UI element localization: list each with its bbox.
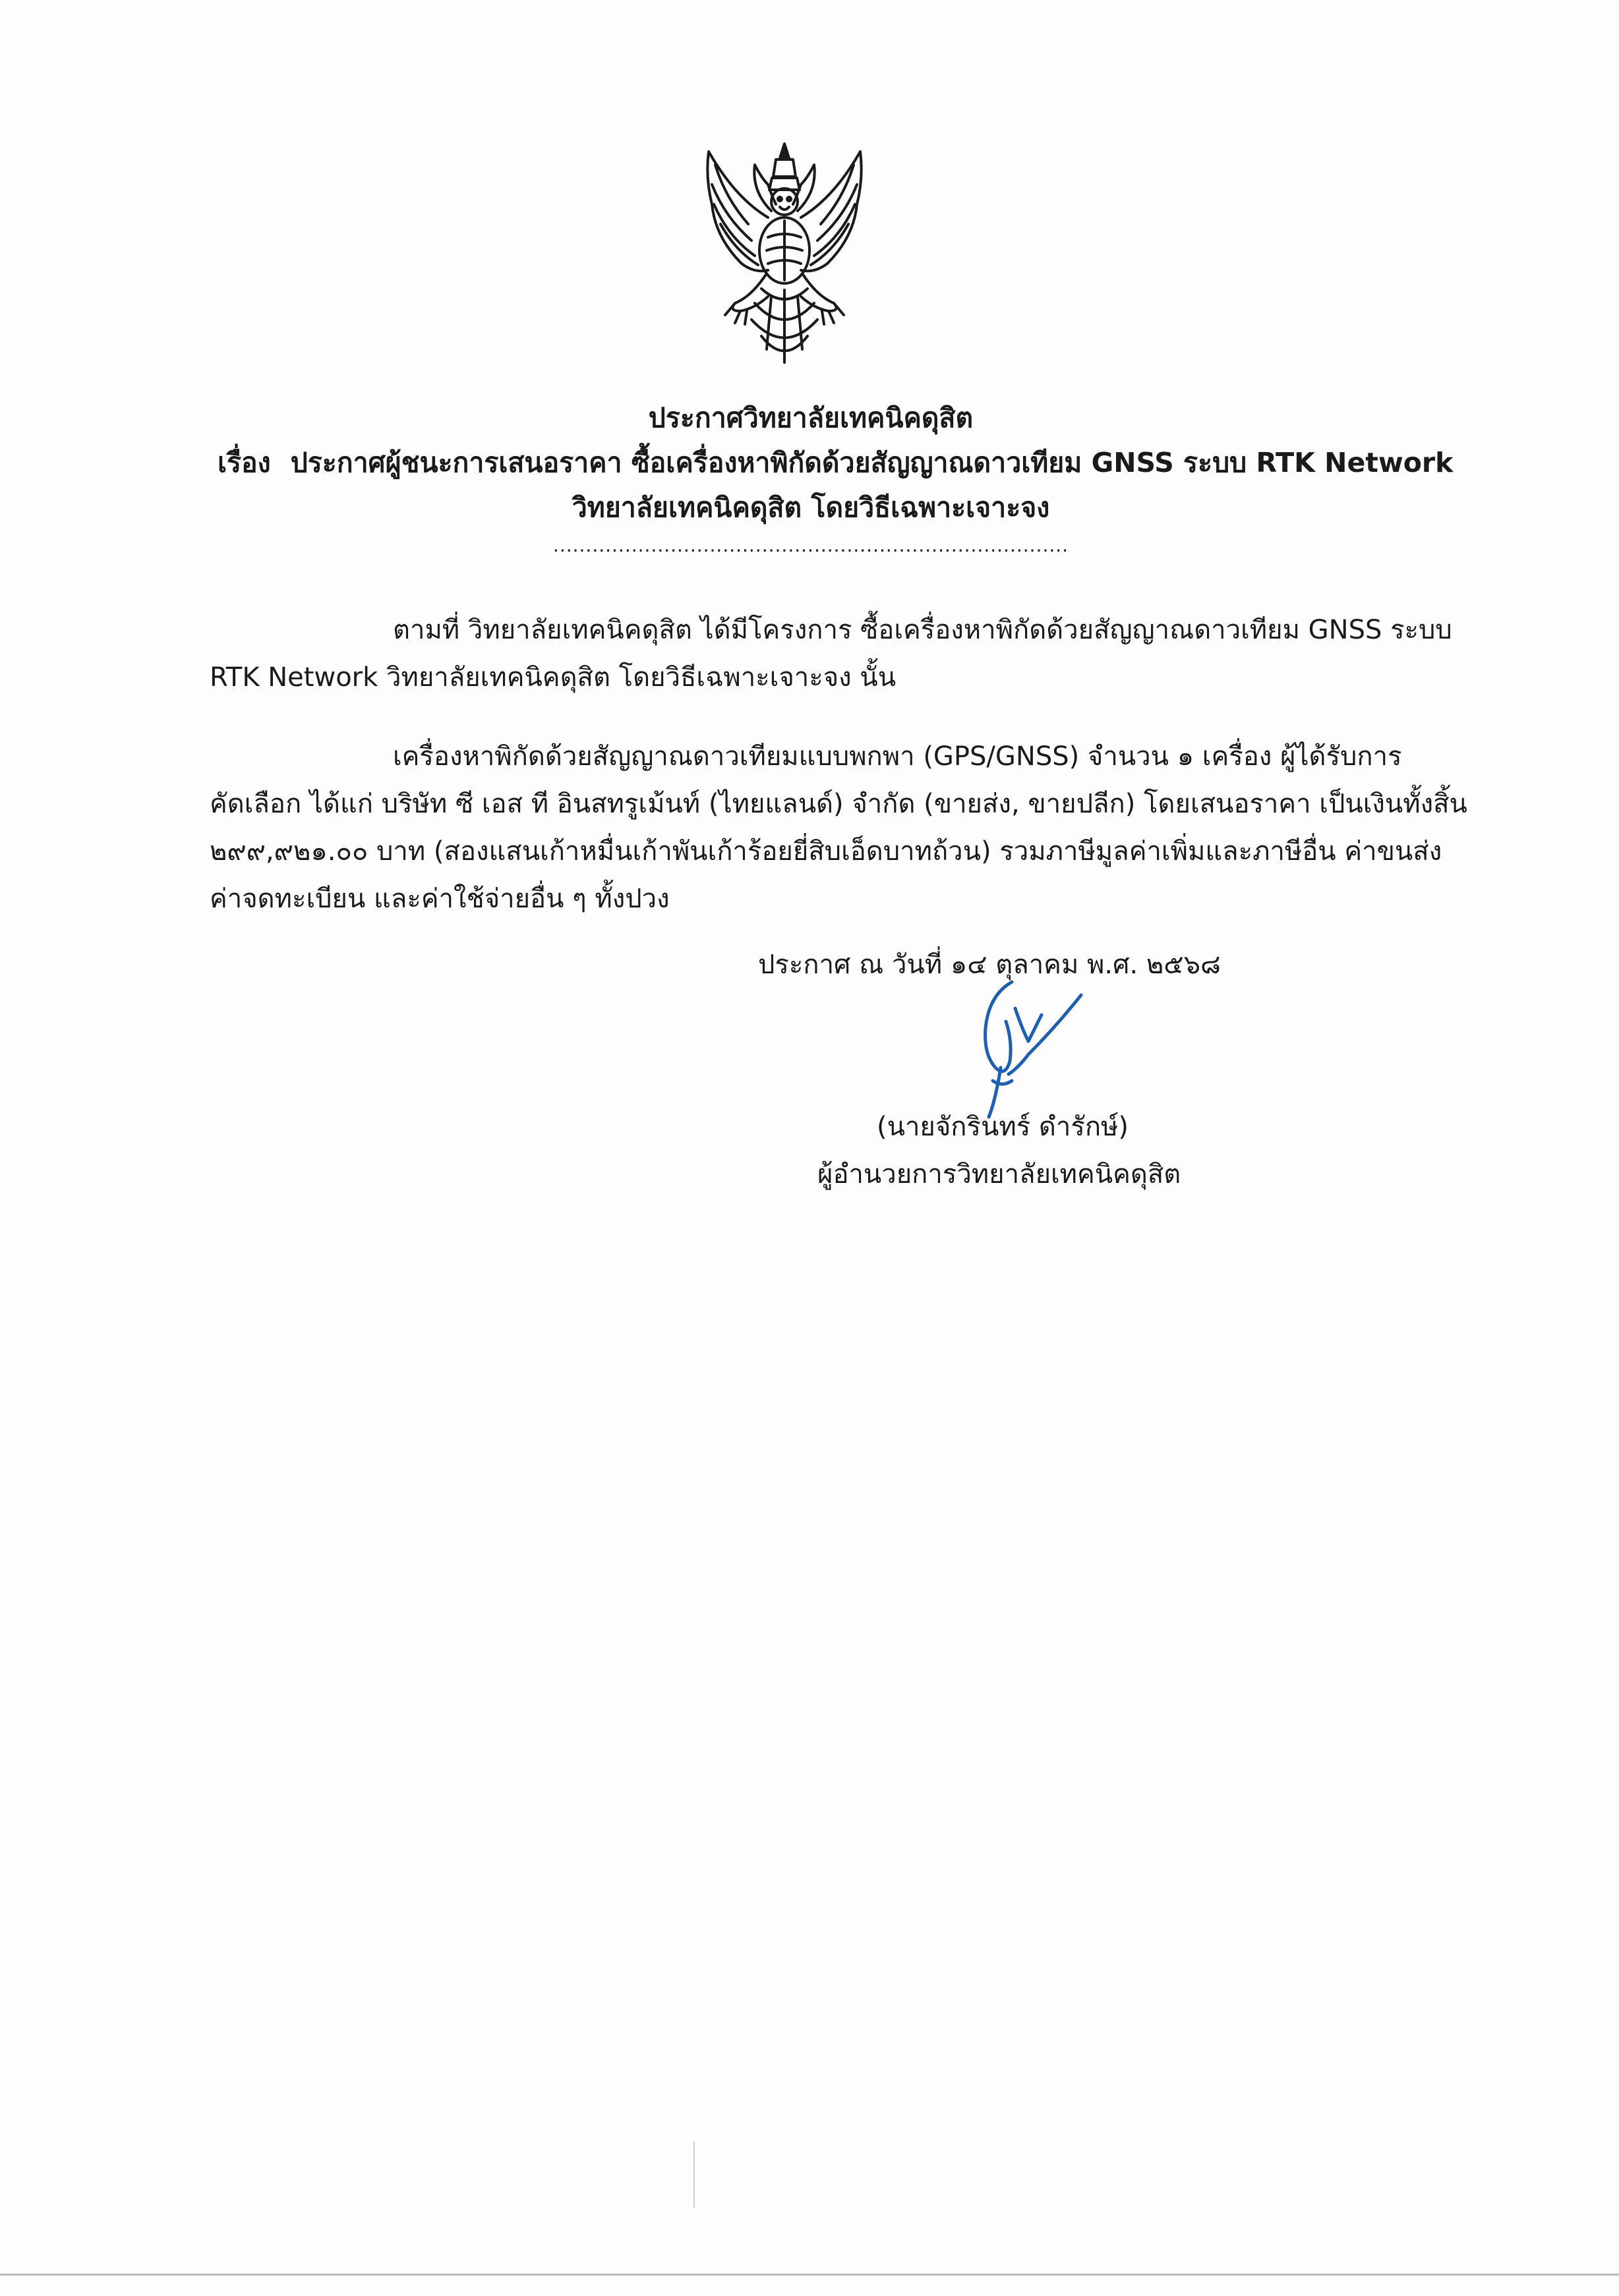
paragraph-2 [210, 733, 1467, 923]
separator-dots: ............................................................................... [552, 534, 1069, 556]
subject-line-2: วิทยาลัยเทคนิคดุสิต โดยวิธีเฉพาะเจาะจง [572, 492, 1050, 523]
announcement-date: ประกาศ ณ วันที่ ๑๔ ตุลาคม พ.ศ. ๒๕๖๘ [758, 950, 1221, 980]
paragraph-2-line-3: ๒๙๙,๙๒๑.๐๐ บาท (สองแสนเก้าหมื่นเก้าพันเก้าร้อยยี่สิบเอ็ดบาทถ้วน) รวมภาษีมูลค่าเพิ่มและภาษีอื่น ค่าขนส่ง [210, 836, 1442, 867]
signer-name: (นายจักรินทร์ ดำรักษ์) [877, 1112, 1129, 1142]
title-block [198, 395, 1454, 559]
subject-text: ประกาศผู้ชนะการเสนอราคา ซื้อเครื่องหาพิกัดด้วยสัญญาณดาวเทียม GNSS ระบบ RTK Network [290, 447, 1454, 478]
handwritten-signature-icon [949, 969, 1101, 1120]
scan-fold-mark [693, 2142, 695, 2208]
paragraph-2-line-4: ค่าจดทะเบียน และค่าใช้จ่ายอื่น ๆ ทั้งปวง [210, 884, 670, 914]
paragraph-1-line-1: ตามที่ วิทยาลัยเทคนิคดุสิต ได้มีโครงการ ซื้อเครื่องหาพิกัดด้วยสัญญาณดาวเทียม GNSS ระบบ [393, 615, 1452, 645]
signer-title: ผู้อำนวยการวิทยาลัยเทคนิคดุสิต [817, 1159, 1181, 1190]
page-bottom-edge [0, 2274, 1619, 2276]
paragraph-1 [210, 606, 1452, 701]
paragraph-2-line-2: คัดเลือก ได้แก่ บริษัท ซี เอส ที อินสทรูเม้นท์ (ไทยแลนด์) จำกัด (ขายส่ง, ขายปลีก) โดยเสนอราคา เป็นเงินทั้งสิ้น [210, 789, 1467, 819]
paragraph-1-line-2: RTK Network วิทยาลัยเทคนิคดุสิต โดยวิธีเฉพาะเจาะจง นั้น [210, 662, 897, 693]
announcement-title: ประกาศวิทยาลัยเทคนิคดุสิต [648, 402, 974, 434]
subject-label: เรื่อง [218, 447, 271, 478]
garuda-emblem-icon [689, 138, 880, 376]
paragraph-2-line-1: เครื่องหาพิกัดด้วยสัญญาณดาวเทียมแบบพกพา (GPS/GNSS) จำนวน ๑ เครื่อง ผู้ได้รับการ [393, 741, 1402, 772]
subject-line [198, 440, 1454, 485]
